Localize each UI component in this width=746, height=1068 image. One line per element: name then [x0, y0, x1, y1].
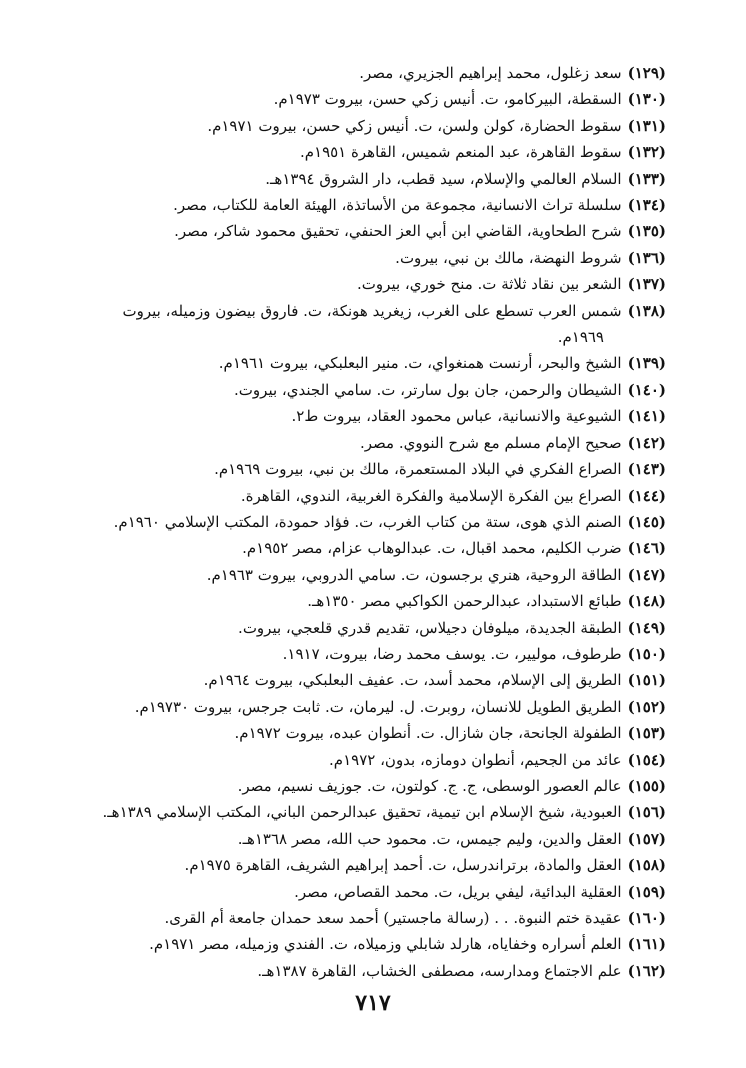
reference-number: (١٥٨) [627, 856, 666, 875]
reference-text: صحيح الإمام مسلم مع شرح النووي. مصر. [359, 433, 622, 452]
reference-entry [76, 298, 666, 351]
reference-entry [76, 456, 666, 482]
reference-text: سلسلة تراث الانسانية، مجموعة من الأساتذة، الهيئة العامة للكتاب، مصر. [173, 196, 622, 215]
reference-text: سقوط الحضارة، كولن ولسن، ت. أنيس زكي حسن، بيروت ١٩٧١م. [207, 116, 622, 135]
reference-entry [76, 879, 666, 905]
reference-text: الطريق الطويل للانسان، روبرت. ل. ليرمان، ت. ثابت جرجس، بيروت ١٩٧٣٠م. [134, 697, 622, 716]
reference-text: الصراع بين الفكرة الإسلامية والفكرة الغربية، الندوي، القاهرة. [240, 486, 622, 505]
reference-entry [76, 483, 666, 509]
reference-entry [76, 403, 666, 429]
reference-entry [76, 166, 666, 192]
reference-number: (١٣٦) [627, 248, 666, 267]
reference-number: (١٢٩) [627, 64, 666, 82]
reference-entry [76, 535, 666, 561]
reference-text: العقل والمادة، برتراندرسل، ت. أحمد إبراهيم الشريف، القاهرة ١٩٧٥م. [184, 856, 622, 875]
reference-number: (١٦١) [627, 935, 666, 954]
reference-number: (١٥٥) [627, 776, 666, 795]
reference-text: عقيدة ختم النبوة. . . (رسالة ماجستير) أحمد سعد حمدان جامعة أم القرى. [164, 909, 622, 927]
reference-entry [76, 218, 666, 244]
reference-number: (١٣٤) [627, 196, 666, 215]
reference-entry [76, 86, 666, 112]
reference-text: العلم أسراره وخفاياه، هارلد شابلي وزميلاه، ت. الفندي وزميله، مصر ١٩٧١م. [149, 935, 622, 954]
reference-number: (١٣٨) [627, 301, 666, 320]
reference-number: (١٥٣) [627, 724, 666, 743]
reference-entry [76, 931, 666, 957]
reference-text: الصراع الفكري في البلاد المستعمرة، مالك بن نبي، بيروت ١٩٦٩م. [214, 460, 622, 479]
reference-number: (١٥٠) [627, 644, 666, 663]
reference-text: الطاقة الروحية، هنري برجسون، ت. سامي الدروبي، بيروت ١٩٦٣م. [206, 565, 622, 584]
reference-text: الطريق إلى الإسلام، محمد أسد، ت. عفيف البعلبكي، بيروت ١٩٦٤م. [203, 671, 622, 690]
reference-entry [76, 773, 666, 799]
reference-text: الطبقة الجديدة، ميلوفان دجيلاس، تقديم قدري قلعجي، بيروت. [238, 618, 622, 637]
reference-text: الصنم الذي هوى، ستة من كتاب الغرب، ت. فؤاد حمودة، المكتب الإسلامي ١٩٦٠م. [113, 512, 622, 531]
reference-entry [76, 615, 666, 641]
reference-text: ضرب الكليم، محمد اقبال، ت. عبدالوهاب عزام، مصر ١٩٥٢م. [242, 539, 622, 558]
reference-number: (١٤٢) [627, 433, 666, 452]
reference-number: (١٥٤) [627, 750, 666, 769]
reference-text: العقل والدين، وليم جيمس، ت. محمود حب الله، مصر ١٣٦٨هـ. [237, 829, 622, 848]
reference-entry [76, 245, 666, 271]
reference-text: طبائع الاستبداد، عبدالرحمن الكواكبي مصر ١٣٥٠هـ. [307, 592, 622, 611]
reference-text: السقطة، البيركامو، ت. أنيس زكي حسن، بيروت ١٩٧٣م. [273, 90, 622, 109]
reference-number: (١٣٠) [627, 90, 666, 109]
reference-number: (١٤٤) [627, 486, 666, 505]
reference-text: علم الاجتماع ومدارسه، مصطفى الخشاب، القاهرة ١٣٨٧هـ. [257, 961, 622, 980]
reference-entry [76, 826, 666, 852]
references-list [76, 60, 666, 984]
reference-entry [76, 60, 666, 86]
reference-text: الشعر بين نقاد ثلاثة ت. منح خوري، بيروت. [357, 275, 622, 294]
reference-number: (١٤٦) [627, 539, 666, 558]
reference-text: طرطوف، موليير، ت. يوسف محمد رضا، بيروت، ١٩١٧. [282, 644, 622, 663]
reference-entry [76, 271, 666, 297]
reference-entry [76, 192, 666, 218]
reference-number: (١٣٥) [627, 222, 666, 241]
reference-continuation: ١٩٦٩م. [557, 328, 604, 347]
reference-text: العبودية، شيخ الإسلام ابن تيمية، تحقيق عبدالرحمن الباني، المكتب الإسلامي ١٣٨٩هـ. [102, 803, 622, 822]
reference-entry [76, 958, 666, 984]
reference-number: (١٣٧) [627, 275, 666, 294]
reference-number: (١٥٢) [627, 697, 666, 716]
reference-entry [76, 641, 666, 667]
reference-text: سقوط القاهرة، عبد المنعم شميس، القاهرة ١٩٥١م. [299, 143, 622, 162]
reference-entry [76, 139, 666, 165]
reference-number: (١٤٩) [627, 618, 666, 637]
reference-entry [76, 588, 666, 614]
reference-text: الشيوعية والانسانية، عباس محمود العقاد، بيروت ط٢. [291, 407, 622, 426]
reference-text: عالم العصور الوسطى، ج. ج. كولتون، ت. جوزيف نسيم، مصر. [237, 776, 622, 795]
reference-text: السلام العالمي والإسلام، سيد قطب، دار الشروق ١٣٩٤هـ. [265, 169, 622, 188]
reference-entry [76, 905, 666, 931]
reference-entry [76, 430, 666, 456]
reference-entry [76, 562, 666, 588]
reference-number: (١٣٢) [627, 143, 666, 162]
reference-text: الشيخ والبحر، أرنست همنغواي، ت. منير البعلبكي، بيروت ١٩٦١م. [218, 354, 622, 373]
reference-text: العقلية البدائية، ليفي بريل، ت. محمد القصاص، مصر. [294, 882, 622, 901]
reference-entry [76, 747, 666, 773]
reference-entry [76, 350, 666, 376]
reference-number: (١٤١) [627, 407, 666, 426]
reference-text: سعد زغلول، محمد إبراهيم الجزيري، مصر. [359, 64, 622, 82]
reference-number: (١٣٩) [627, 354, 666, 373]
reference-text: شرح الطحاوية، القاضي ابن أبي العز الحنفي، تحقيق محمود شاكر، مصر. [174, 222, 622, 241]
reference-text: الطفولة الجانحة، جان شازال. ت. أنطوان عبده، بيروت ١٩٧٢م. [234, 724, 622, 743]
reference-number: (١٣٣) [627, 169, 666, 188]
reference-entry [76, 377, 666, 403]
reference-number: (١٦٢) [627, 961, 666, 980]
reference-number: (١٤٥) [627, 512, 666, 531]
reference-number: (١٥٦) [627, 803, 666, 822]
page-number: ٧١٧ [355, 990, 391, 1016]
reference-number: (١٣١) [627, 116, 666, 135]
reference-number: (١٤٧) [627, 565, 666, 584]
reference-entry [76, 720, 666, 746]
reference-number: (١٤٨) [627, 592, 666, 611]
reference-number: (١٤٠) [627, 380, 666, 399]
reference-text: عائد من الجحيم، أنطوان دومازه، بدون، ١٩٧٢م. [329, 750, 622, 769]
reference-entry [76, 667, 666, 693]
reference-number: (١٥٧) [627, 829, 666, 848]
reference-entry [76, 509, 666, 535]
reference-text: شمس العرب تسطع على الغرب، زيغريد هونكة، ت. فاروق بيضون وزميله، بيروت [122, 301, 622, 320]
reference-number: (١٤٣) [627, 460, 666, 479]
reference-entry [76, 799, 666, 825]
reference-entry [76, 694, 666, 720]
reference-text: الشيطان والرحمن، جان بول سارتر، ت. سامي الجندي، بيروت. [234, 380, 622, 399]
reference-text: شروط النهضة، مالك بن نبي، بيروت. [395, 248, 622, 267]
reference-entry [76, 113, 666, 139]
reference-entry [76, 852, 666, 878]
reference-number: (١٦٠) [627, 909, 666, 927]
reference-number: (١٥١) [627, 671, 666, 690]
reference-number: (١٥٩) [627, 882, 666, 901]
